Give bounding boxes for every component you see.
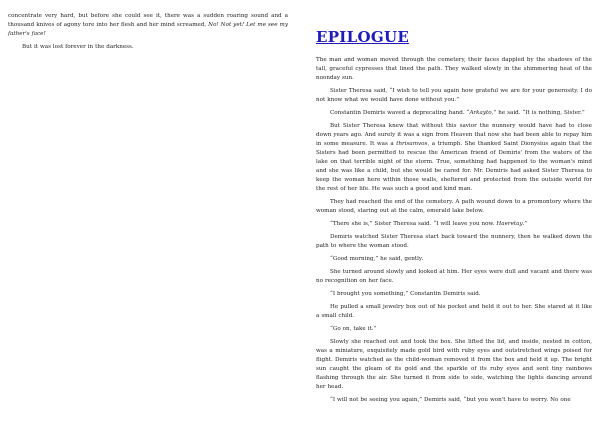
right-paragraph-13: Slowly she reached out and took the box. She lifted the lid, and inside, nested in cotton, was a miniature, exquisitely made gold bird with ruby eyes and outstretched wings poised for flight. Demiris watched as the child-woman removed it from the box and held it up. The bright sun caught the gleam of its gold and the sparkle of its ruby eyes and sent tiny rainbows flashing through the air. She turned it from side to side, watching the lights dancing around her head. xyxy=(316,339,592,390)
right-paragraph-1: The man and woman moved through the cemetery, their faces dappled by the shadows of the tall, graceful cypresses that lined the path. They walked slowly in the shimmering heat of the noonday sun. xyxy=(316,57,592,81)
right-paragraph-4: But Sister Theresa knew that without this savior the nunnery would have had to close down years ago. And surely it was a sign from Heaven that now she had been able to repay him in some measure. It was a thrisamvos, a triumph. She thanked Saint Dionysius again that the Sisters had been permitted to rescue the American friend of Demiris' from the waters of the lake on that terrible night of the storm. True, something had happened to the woman's mind and she was like a child, but she would be cared for. Mr. Demiris had asked Sister Theresa to keep the woman here within those walls, sheltered and protected from the outside world for the rest of her life. He was such a good and kind man. xyxy=(316,123,592,192)
right-paragraph-12: “Go on, take it.” xyxy=(330,326,377,332)
left-page-text xyxy=(8,12,288,56)
right-paragraph-9: She turned around slowly and looked at him. Her eyes were dull and vacant and there was no recognition on her face. xyxy=(316,269,592,284)
left-paragraph-2: But it was lost forever in the darkness. xyxy=(22,44,134,50)
chapter-heading: EPILOGUE xyxy=(316,28,410,46)
right-paragraph-8: “Good morning,” he said, gently. xyxy=(330,256,424,262)
left-paragraph-1: concentrate very hard, but before she could see it, there was a sudden roaring sound and a thousand knives of agony tore into her flesh and her mind screamed, No! Not yet! Let me see my father's face! xyxy=(8,13,288,37)
right-paragraph-2: Sister Theresa said, “I wish to tell you again how grateful we are for your generosity. I do not know what we would have done without you.” xyxy=(316,88,592,103)
right-paragraph-3: Constantin Demiris waved a deprecating hand. “Arkayto,” he said. “It is nothing, Sister.” xyxy=(330,110,585,116)
right-paragraph-6: “There she is,” Sister Theresa said. “I will leave you now. Haeretay.” xyxy=(330,221,528,227)
right-page-text xyxy=(316,56,592,409)
right-page xyxy=(300,0,600,424)
right-paragraph-10: “I brought you something,” Constantin Demiris said. xyxy=(330,291,481,297)
right-paragraph-5: They had reached the end of the cemetery. A path wound down to a promontory where the woman stood, staring out at the calm, emerald lake below. xyxy=(316,199,592,214)
right-paragraph-11: He pulled a small jewelry box out of his pocket and held it out to her. She stared at it like a small child. xyxy=(316,304,592,319)
right-paragraph-7: Demiris watched Sister Theresa start back toward the nunnery, then he walked down the path to where the woman stood. xyxy=(316,234,592,249)
right-paragraph-14: “I will not be seeing you again,” Demiris said, “but you won't have to worry. No one xyxy=(330,397,571,403)
